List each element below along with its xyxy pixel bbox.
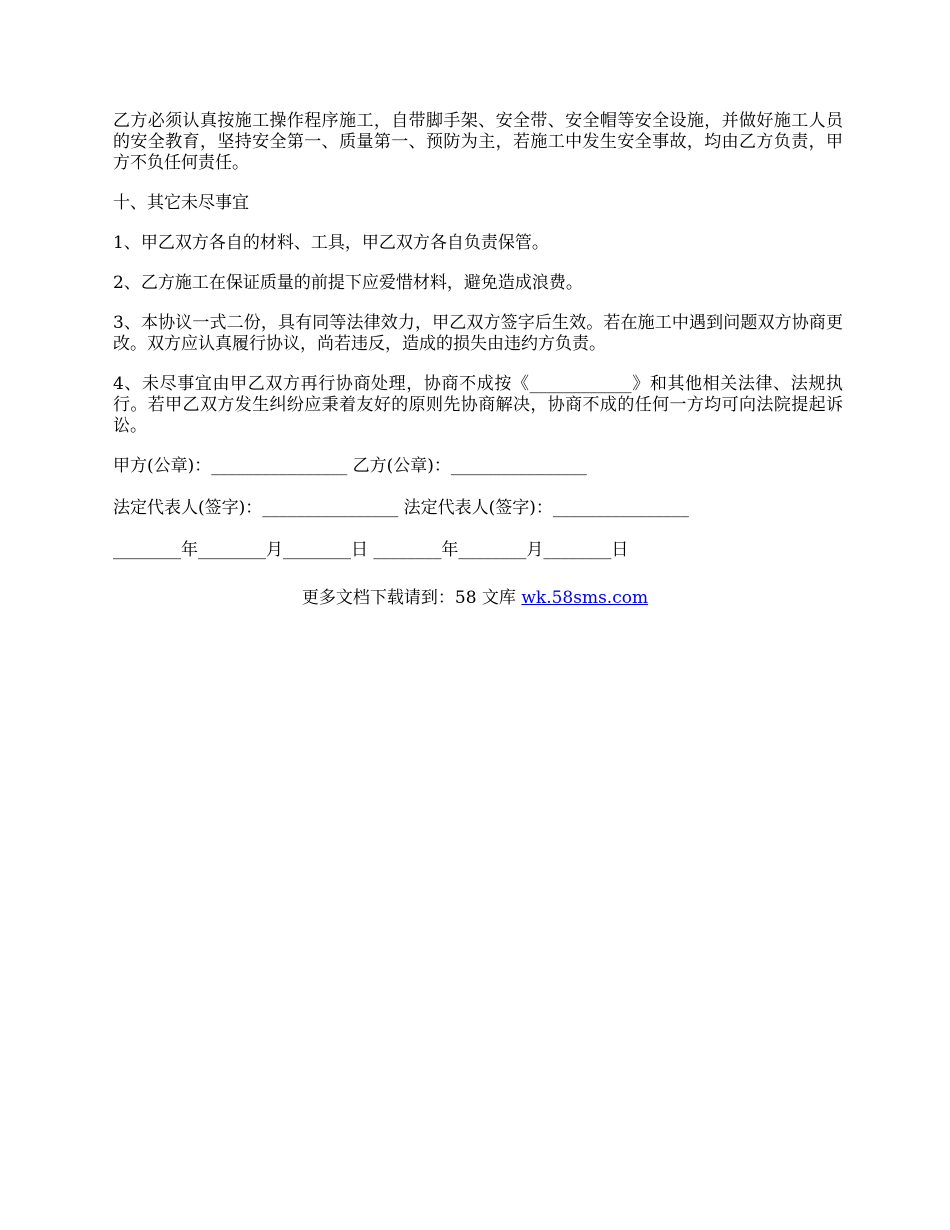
paragraph-safety: 乙方必须认真按施工操作程序施工，自带脚手架、安全带、安全帽等安全设施，并做好施工人员的安全教育，坚持安全第一、质量第一、预防为主，若施工中发生安全事故，均由乙方负责，甲方不负任何责任。: [113, 111, 843, 173]
paragraph-item-1: 1、甲乙双方各自的材料、工具，甲乙双方各自负责保管。: [113, 233, 549, 253]
document-body: [113, 111, 843, 582]
signature-seal-line: 甲方(公章)：________________ 乙方(公章)：________________: [113, 456, 587, 476]
signature-representative-line: 法定代表人(签字)：________________ 法定代表人(签字)：________________: [113, 498, 689, 518]
download-footer: [0, 588, 950, 609]
signature-date-line: ________年________月________日 ________年________月________日: [113, 540, 629, 560]
paragraph-item-4: 4、未尽事宜由甲乙双方再行协商处理，协商不成按《____________》和其他相关法律、法规执行。若甲乙双方发生纠纷应秉着友好的原则先协商解决，协商不成的任何一方均可向法院提起诉讼。: [113, 374, 843, 436]
footer-link[interactable]: wk.58sms.com: [521, 588, 649, 608]
paragraph-item-3: 3、本协议一式二份，具有同等法律效力，甲乙双方签字后生效。若在施工中遇到问题双方协商更改。双方应认真履行协议，尚若违反，造成的损失由违约方负责。: [113, 313, 843, 354]
footer-prefix-text: 更多文档下载请到：58 文库: [301, 588, 522, 608]
paragraph-item-2: 2、乙方施工在保证质量的前提下应爱惜材料，避免造成浪费。: [113, 273, 583, 293]
section-heading-other-matters: 十、其它未尽事宜: [113, 193, 249, 213]
